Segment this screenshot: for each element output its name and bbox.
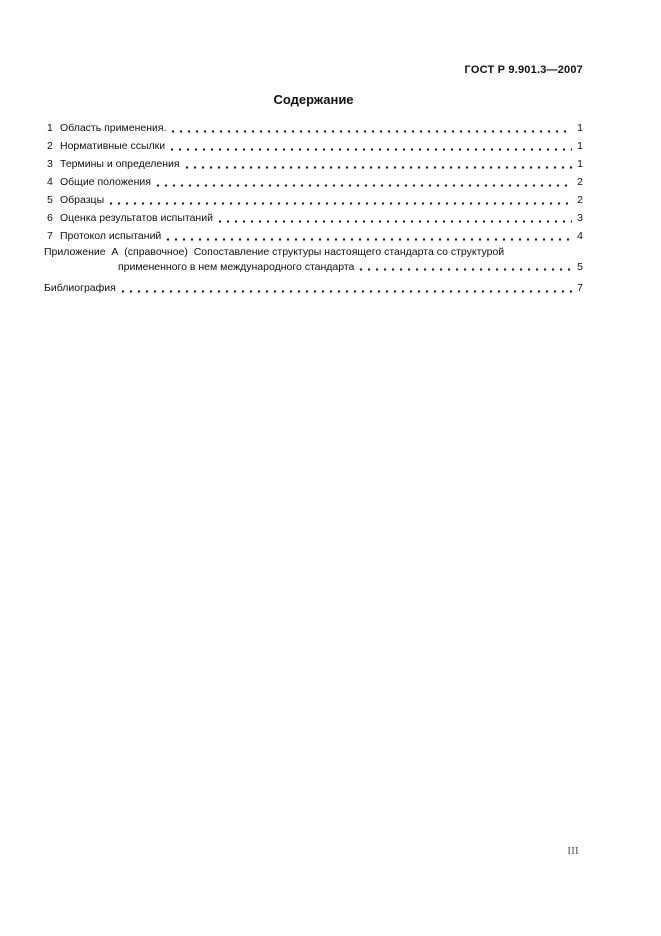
toc-leader-dots <box>168 119 572 137</box>
toc-entry <box>44 173 583 191</box>
toc-entry-label: Нормативные ссылки <box>60 140 166 152</box>
toc-leader-dots <box>182 155 572 173</box>
toc-entry-page: 2 <box>577 194 583 206</box>
toc-leader-dots <box>215 209 572 227</box>
toc-entry-number: 7 <box>47 230 53 242</box>
toc-entry-number: 6 <box>47 212 53 224</box>
toc-leader-dots <box>153 173 572 191</box>
toc-entry-label: Термины и определения <box>60 158 180 170</box>
toc-entry-page: 1 <box>577 122 583 134</box>
toc-leader-dots <box>118 279 572 297</box>
toc-entry-label: примененного в нем международного стандарта <box>118 261 355 273</box>
toc-entry-label: Оценка результатов испытаний <box>60 212 213 224</box>
toc-leader-dots <box>106 191 572 209</box>
toc-entry-number: 3 <box>47 158 53 170</box>
toc-appendix-line2 <box>44 260 583 275</box>
toc-entry-page: 3 <box>577 212 583 224</box>
toc-entry-page: 4 <box>577 230 583 242</box>
document-code: ГОСТ Р 9.901.3—2007 <box>464 64 583 76</box>
toc-entry-bibliography <box>44 279 583 297</box>
toc-entry-page: 5 <box>577 261 583 273</box>
toc-entry-page: 1 <box>577 158 583 170</box>
toc-entry-number: 1 <box>47 122 53 134</box>
toc-leader-dots <box>167 137 572 155</box>
toc-entry <box>44 155 583 173</box>
toc-entry-page: 1 <box>577 140 583 152</box>
toc-entry-label: Библиография <box>44 282 116 294</box>
toc-entry <box>44 119 583 137</box>
page-number: III <box>567 846 579 857</box>
toc-entry <box>44 227 583 245</box>
toc-entry-number: 2 <box>47 140 53 152</box>
toc-title: Содержание <box>273 92 354 107</box>
toc-entry-page: 7 <box>577 282 583 294</box>
table-of-contents <box>44 119 583 297</box>
toc-entry-label: Область применения. <box>60 122 167 134</box>
toc-entry-label: Образцы <box>60 194 105 206</box>
toc-entry-label: Общие положения <box>60 176 151 188</box>
toc-entry-number: 5 <box>47 194 53 206</box>
toc-entry-label: Протокол испытаний <box>60 230 162 242</box>
toc-entry <box>44 191 583 209</box>
toc-leader-dots <box>356 260 572 275</box>
toc-entry-number: 4 <box>47 176 53 188</box>
toc-appendix-line1: Приложение А (справочное) Сопоставление структуры настоящего стандарта со структурой <box>44 246 505 258</box>
toc-entry-appendix <box>44 245 583 275</box>
toc-entry <box>44 137 583 155</box>
toc-leader-dots <box>163 227 572 245</box>
toc-entry <box>44 209 583 227</box>
toc-entry-page: 2 <box>577 176 583 188</box>
